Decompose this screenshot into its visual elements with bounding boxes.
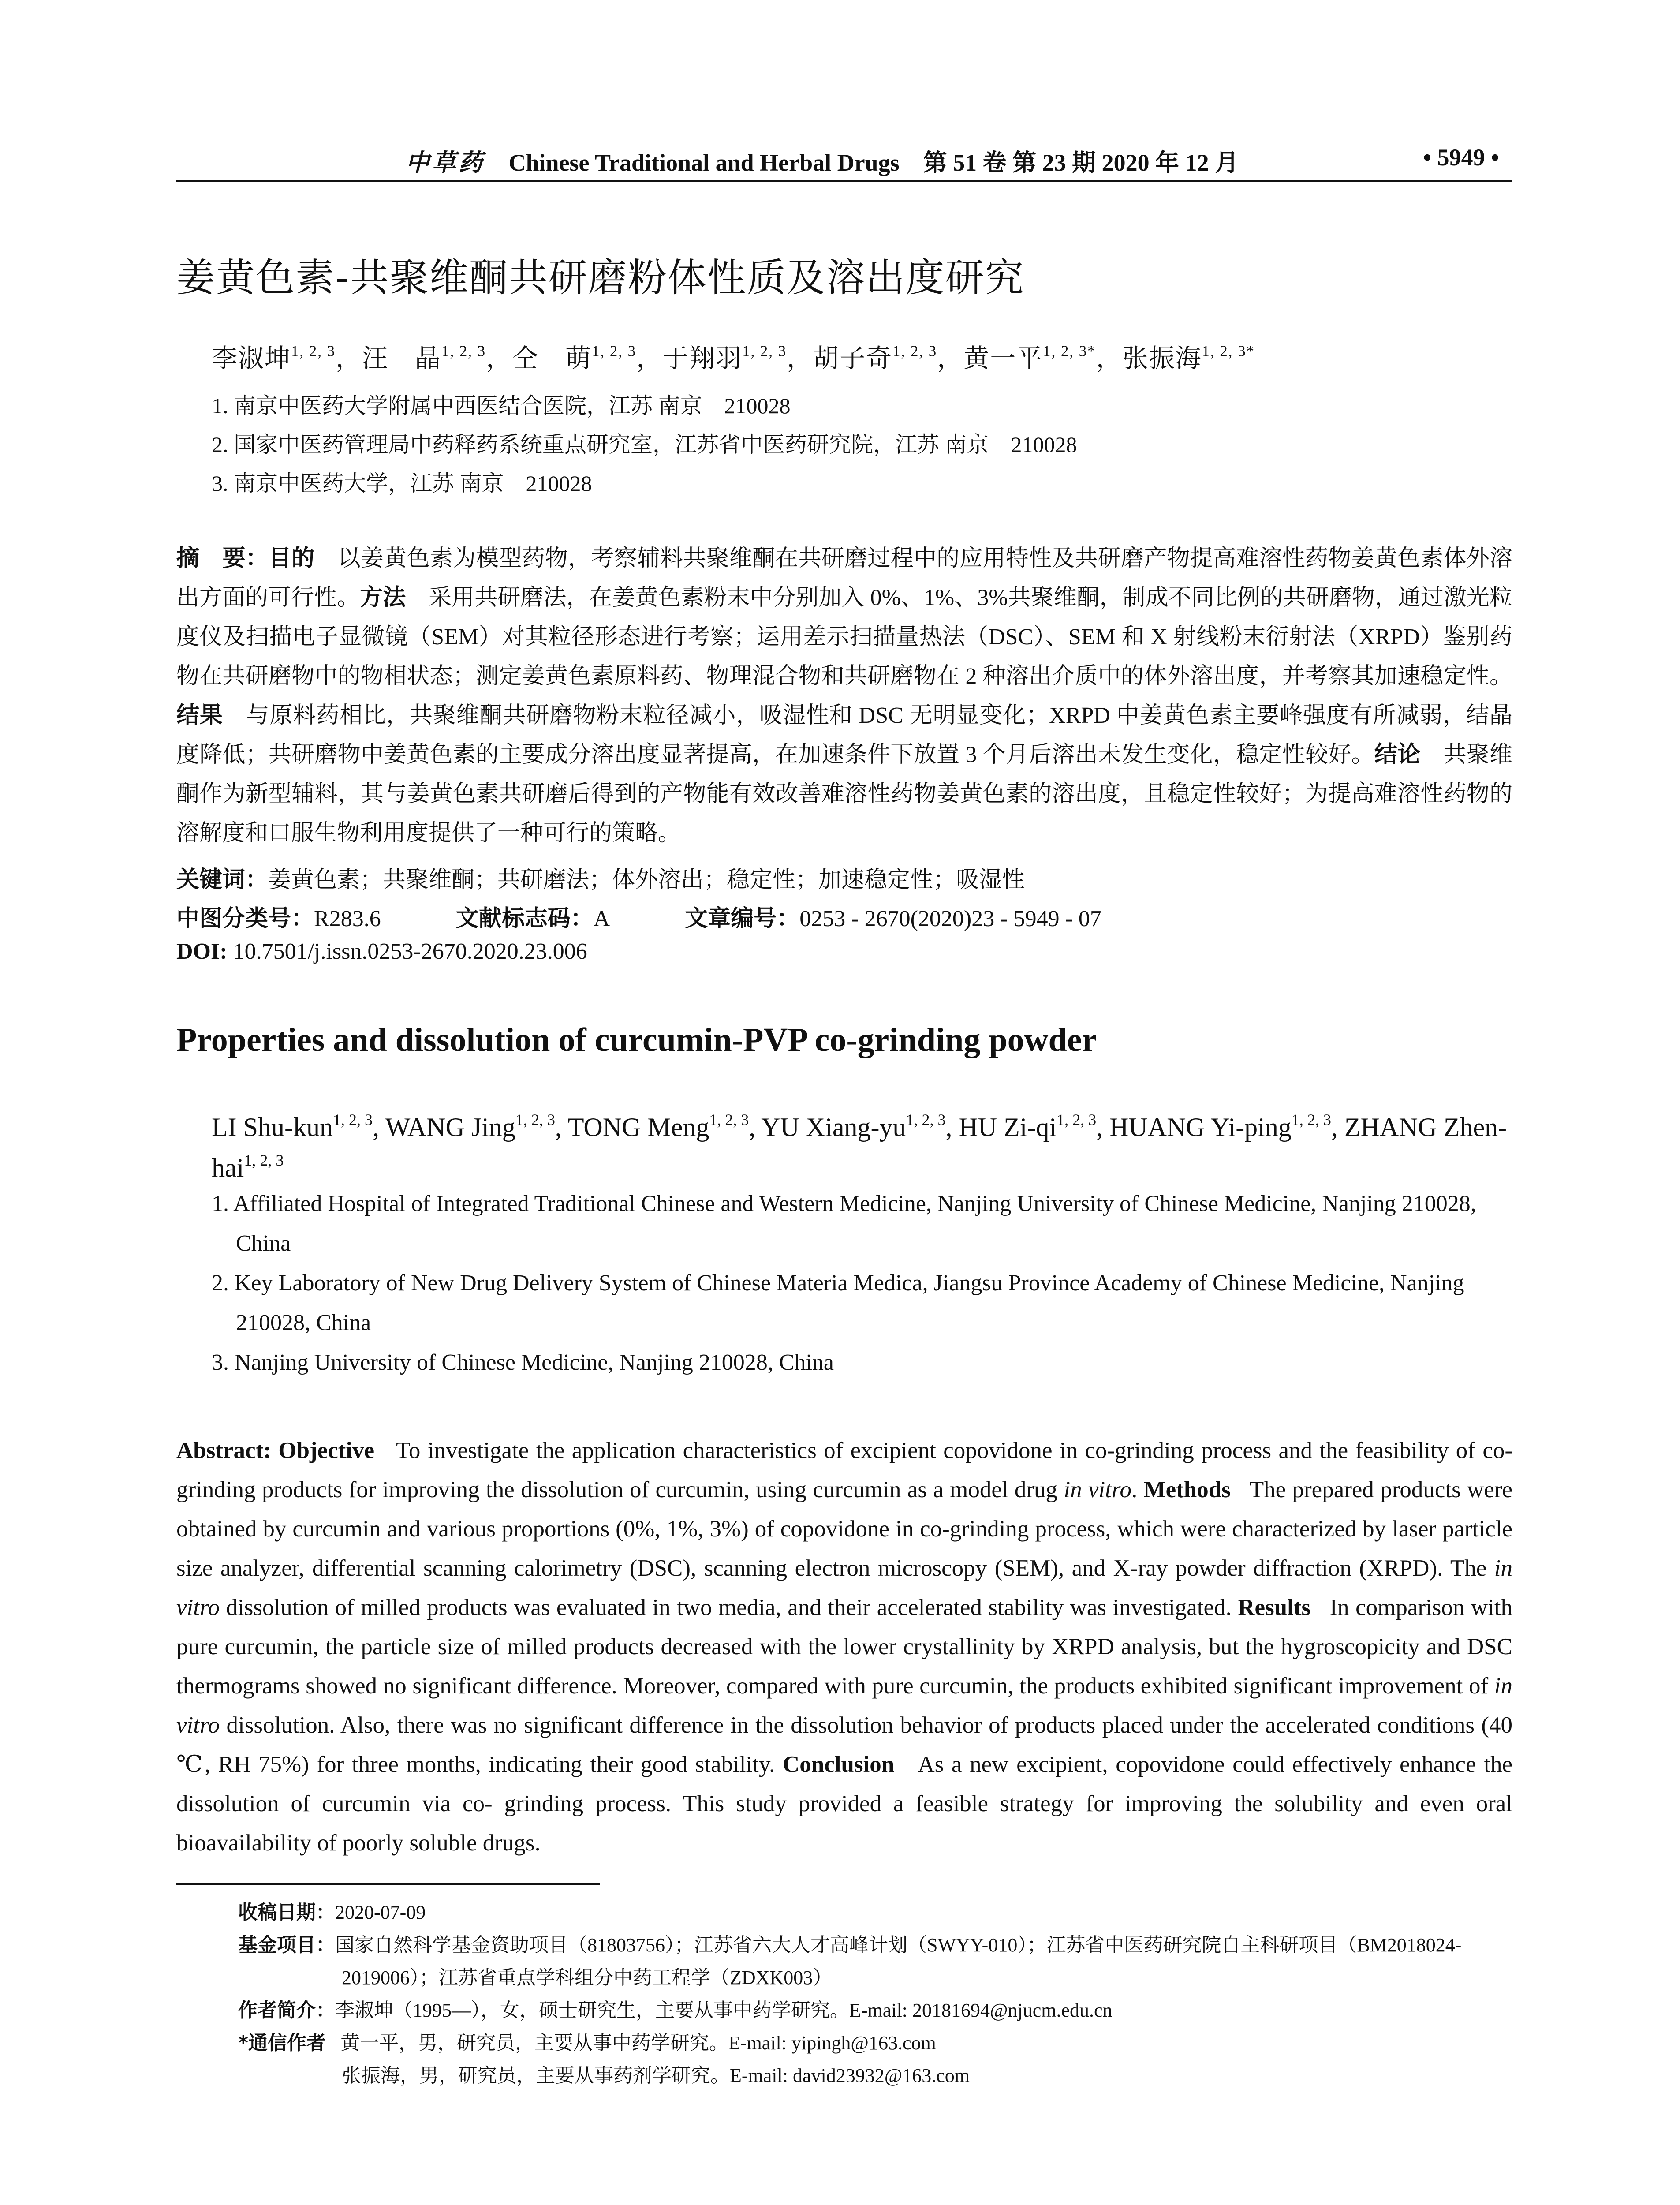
doi-label: DOI: (176, 939, 228, 964)
cn-author-separator: ， (787, 344, 814, 373)
clc-label: 中图分类号： (176, 905, 314, 932)
bio-text[interactable]: 李淑坤（1995—），女，硕士研究生，主要从事中药学研究。E-mail: 20181694@njucm.edu.cn (335, 1999, 1113, 2021)
footnote-fund (176, 1929, 1512, 1962)
cn-author-name: 仝 萌 (512, 344, 592, 373)
en-author-name: LI Shu-kun (212, 1113, 333, 1142)
article-number-label: 文章编号： (685, 905, 800, 932)
en-author-name: ZHANG Zhen-hai (212, 1113, 1507, 1182)
en-author-separator: , (749, 1113, 762, 1142)
fund-label: 基金项目： (238, 1934, 335, 1956)
footnote-fund-cont: 2019006）；江苏省重点学科组分中药工程学（ZDXK003） (342, 1967, 833, 1988)
clc-value: R283.6 (314, 906, 381, 931)
en-author-separator: , (372, 1113, 385, 1142)
authors-en (212, 1107, 1517, 1188)
cn-author-affiliation-sup: 1, 2, 3 (592, 342, 637, 360)
cn-author-separator: ， (486, 344, 513, 373)
results-en-b: dissolution. Also, there was no significant difference in the dissolution behavior of products placed under the accelerated conditions (40 ℃, RH 75%) for three months, indicating their good stability. (176, 1712, 1513, 1777)
conclusion-label-en: Conclusion (782, 1752, 895, 1777)
footnote-bio (176, 1994, 1512, 2027)
affiliation-en-2: 2. Key Laboratory of New Drug Delivery System of Chinese Materia Medica, Jiangsu Province Academy of Chinese Medicine, Nanjing 210028, China (212, 1271, 1464, 1335)
footnote-corresponding (176, 2027, 1512, 2059)
footnote-divider (176, 1883, 600, 1885)
cn-author-affiliation-sup: 1, 2, 3 (892, 342, 937, 360)
in-vitro-2: in vitro (176, 1555, 1513, 1620)
affiliation-en-3: 3. Nanjing University of Chinese Medicine, Nanjing 210028, China (212, 1350, 834, 1375)
objective-en-b: . (1131, 1477, 1138, 1502)
title-cn: 姜黄色素-共聚维酮共研磨粉体性质及溶出度研究 (176, 255, 1025, 300)
page-number: • 5949 • (1423, 144, 1499, 171)
cn-author-affiliation-sup: 1, 2, 3 (742, 342, 787, 360)
abstract-cn (176, 539, 1512, 853)
conclusion-en: As a new excipient, copovidone could effectively enhance the dissolution of curcumin via co- grinding process. This study provided a feasible strategy for improving the solubility and even oral bioavailability of poorly soluble drugs. (176, 1752, 1513, 1856)
in-vitro-3: in vitro (176, 1673, 1513, 1738)
results-cn: 与原料药相比，共聚维酮共研磨物粉末粒径减小，吸湿性和 DSC 无明显变化；XRPD 中姜黄色素主要峰强度有所减弱，结晶度降低；共研磨物中姜黄色素的主要成分溶出度显著提高，在加速条件下放置 3 个月后溶出未发生变化，稳定性较好。 (176, 703, 1512, 767)
en-author-affiliation-sup: 1, 2, 3 (1057, 1110, 1097, 1129)
cn-author-name: 黄一平 (963, 344, 1043, 373)
methods-cn: 采用共研磨法，在姜黄色素粉末中分别加入 0%、1%、3%共聚维酮，制成不同比例的共研磨物，通过激光粒度仪及扫描电子显微镜（SEM）对其粒径形态进行考察；运用差示扫描量热法（DSC）、SEM 和 X 射线粉末衍射法（XRPD）鉴别药物在共研磨物中的物相状态；测定姜黄色素原料药、物理混合物和共研磨物在 2 种溶出介质中的体外溶出度，并考察其加速稳定性。 (176, 585, 1512, 689)
running-header (176, 140, 1512, 182)
conclusion-cn: 共聚维酮作为新型辅料，其与姜黄色素共研磨后得到的产物能有效改善难溶性药物姜黄色素的溶出度，且稳定性较好；为提高难溶性药物的溶解度和口服生物利用度提供了一种可行的策略。 (176, 742, 1512, 846)
journal-logo: 中草药 (406, 149, 485, 176)
classification-line (176, 900, 1101, 933)
cn-author-affiliation-sup: 1, 2, 3 (291, 342, 336, 360)
methods-label-cn: 方法 (360, 584, 406, 611)
en-author-affiliation-sup: 1, 2, 3 (332, 1110, 373, 1129)
affiliation-cn-3: 3. 南京中医药大学，江苏 南京 210028 (212, 471, 592, 496)
abstract-en (176, 1431, 1512, 1863)
objective-en-a: To investigate the application characteristics of excipient copovidone in co-grinding process and the feasibility of co-grinding products for improving the dissolution of curcumin, using curcumin as a model drug (176, 1438, 1513, 1502)
en-author-separator: , (1096, 1113, 1110, 1142)
methods-en-a: The prepared products were obtained by curcumin and various proportions (0%, 1%, 3%) of copovidone in co-grinding process, which were characterized by laser particle size analyzer, differential scanning calorimetry (DSC), scanning electron microscopy (SEM), and X-ray powder diffraction (XRPD). The (176, 1477, 1513, 1581)
en-author-separator: , (1331, 1113, 1344, 1142)
objective-label-cn: 目的 (268, 545, 315, 572)
en-author-name: HUANG Yi-ping (1109, 1113, 1292, 1142)
en-author-affiliation-sup: 1, 2, 3 (709, 1110, 749, 1129)
corresponding-label: *通信作者 (238, 2032, 326, 2054)
methods-label-en: Methods (1143, 1477, 1231, 1502)
cn-author-name: 于翔羽 (663, 344, 743, 373)
corresponding-1[interactable]: 黄一平，男，研究员，主要从事中药学研究。E-mail: yipingh@163.com (340, 2032, 936, 2054)
doi-line (176, 938, 587, 964)
cn-author-name: 张振海 (1122, 344, 1202, 373)
affiliation-cn-2: 2. 国家中医药管理局中药释药系统重点研究室，江苏省中医药研究院，江苏 南京 210028 (212, 432, 1077, 457)
cn-author-affiliation-sup: 1, 2, 3* (1202, 342, 1255, 360)
keywords (176, 861, 1025, 894)
corresponding-2[interactable]: 张振海，男，研究员，主要从事药剂学研究。E-mail: david23932@163.com (342, 2065, 970, 2086)
results-label-en: Results (1238, 1595, 1311, 1620)
received-date: 2020-07-09 (335, 1902, 426, 1923)
title-en: Properties and dissolution of curcumin-PVP co-grinding powder (176, 1021, 1097, 1058)
authors-cn (212, 337, 1255, 374)
conclusion-label-cn: 结论 (1374, 741, 1421, 768)
cn-author-name: 汪 晶 (362, 344, 442, 373)
journal-line: Chinese Traditional and Herbal Drugs 第 51 卷 第 23 期 2020 年 12 月 (508, 149, 1239, 176)
methods-en-b: dissolution of milled products was evaluated in two media, and their accelerated stability was investigated. (226, 1595, 1232, 1620)
cn-author-separator: ， (1096, 344, 1123, 373)
en-author-name: TONG Meng (567, 1113, 709, 1142)
results-en-a: In comparison with pure curcumin, the particle size of milled products decreased with the lower crystallinity by XRPD analysis, but the hygroscopicity and DSC thermograms showed no significant difference. Moreover, compared with pure curcumin, the products exhibited significant improvement of (176, 1595, 1513, 1699)
cn-author-separator: ， (636, 344, 663, 373)
cn-author-separator: ， (937, 344, 964, 373)
en-author-affiliation-sup: 1, 2, 3 (906, 1110, 946, 1129)
en-author-name: HU Zi-qi (959, 1113, 1057, 1142)
keywords-text: 姜黄色素；共聚维酮；共研磨法；体外溶出；稳定性；加速稳定性；吸湿性 (268, 867, 1025, 893)
doc-code-value: A (593, 906, 610, 931)
en-author-affiliation-sup: 1, 2, 3 (244, 1151, 284, 1169)
affiliation-cn-1: 1. 南京中医药大学附属中西医结合医院，江苏 南京 210028 (212, 393, 791, 418)
en-author-separator: , (945, 1113, 959, 1142)
en-author-affiliation-sup: 1, 2, 3 (515, 1110, 555, 1129)
footnotes (176, 1896, 1512, 2092)
doc-code-label: 文献标志码： (455, 905, 594, 932)
received-label: 收稿日期： (238, 1901, 335, 1924)
keywords-label: 关键词： (176, 867, 269, 893)
footnote-received (176, 1896, 1512, 1929)
cn-author-affiliation-sup: 1, 2, 3* (1043, 342, 1096, 360)
cn-author-affiliation-sup: 1, 2, 3 (441, 342, 486, 360)
en-author-name: WANG Jing (385, 1113, 515, 1142)
cn-author-name: 李淑坤 (212, 344, 291, 373)
doi-value[interactable]: 10.7501/j.issn.0253-2670.2020.23.006 (233, 939, 587, 964)
results-label-cn: 结果 (176, 702, 223, 729)
fund-text: 国家自然科学基金资助项目（81803756）；江苏省六大人才高峰计划（SWYY-010）；江苏省中医药研究院自主科研项目（BM2018024- (335, 1934, 1462, 1956)
affiliation-en-1: 1. Affiliated Hospital of Integrated Traditional Chinese and Western Medicine, Nanjing University of Chinese Medicine, Nanjing 210028, China (212, 1191, 1476, 1256)
en-author-affiliation-sup: 1, 2, 3 (1291, 1110, 1331, 1129)
en-author-name: YU Xiang-yu (761, 1113, 906, 1142)
journal-info (406, 144, 1239, 178)
in-vitro-1: in vitro (1064, 1477, 1132, 1502)
abstract-en-label: Abstract: Objective (176, 1438, 375, 1463)
objective-cn: 以姜黄色素为模型药物，考察辅料共聚维酮在共研磨过程中的应用特性及共研磨产物提高难溶性药物姜黄色素体外溶出方面的可行性。 (176, 546, 1512, 610)
en-author-separator: , (555, 1113, 568, 1142)
abstract-cn-label: 摘 要： (176, 545, 269, 572)
cn-author-name: 胡子奇 (813, 344, 893, 373)
cn-author-separator: ， (336, 344, 362, 373)
bio-label: 作者简介： (238, 1999, 335, 2022)
article-number-value: 0253 - 2670(2020)23 - 5949 - 07 (799, 906, 1101, 931)
